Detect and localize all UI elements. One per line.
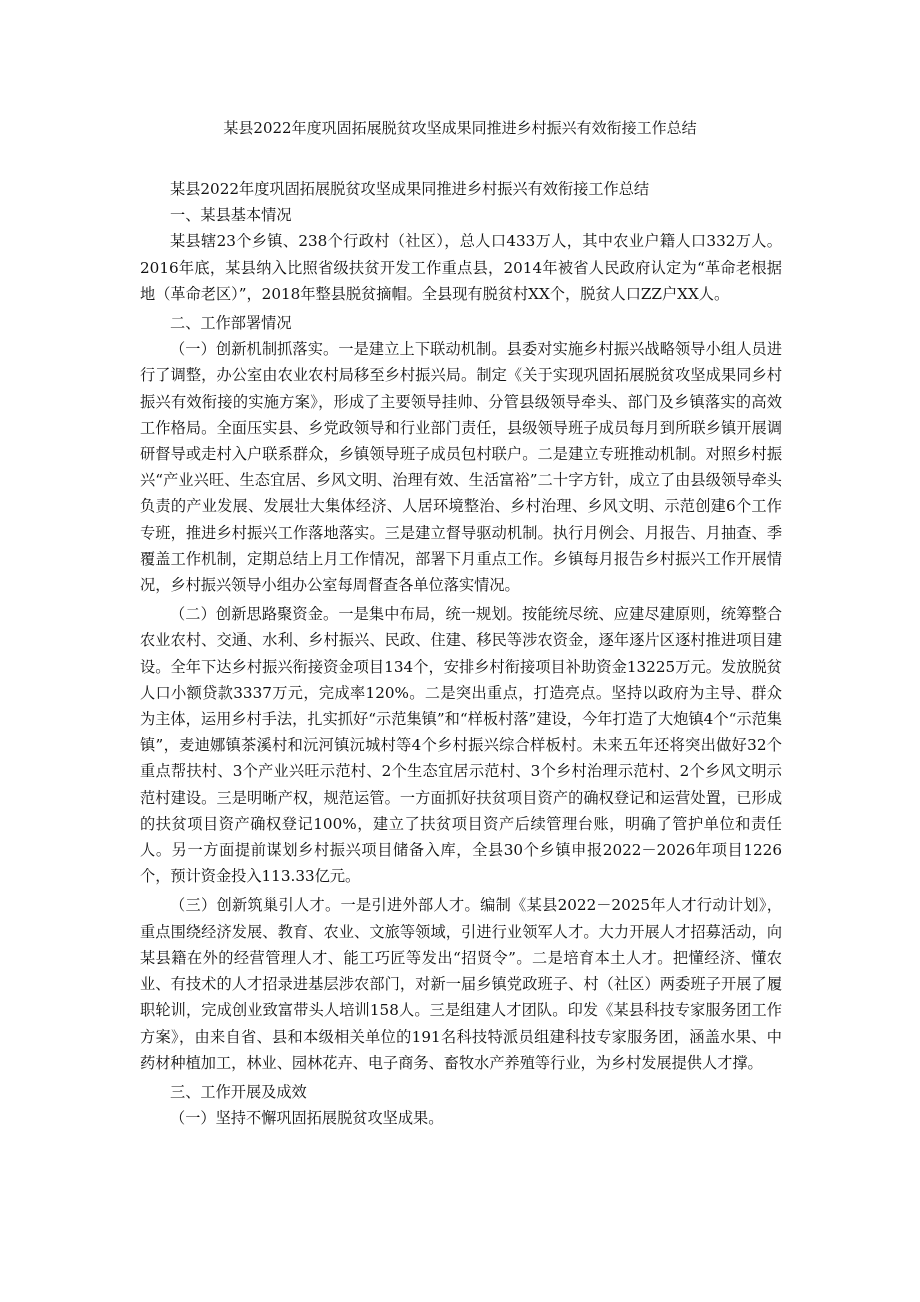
section-heading-3: 三、工作开展及成效 <box>170 1082 307 1101</box>
section-3-subheading-1: （一）坚持不懈巩固拓展脱贫攻坚成果。 <box>170 1109 444 1128</box>
section-2-paragraph-1: （一）创新机制抓落实。一是建立上下联动机制。县委对实施乡村振兴战略领导小组人员进行了调整，办公室由农业农村局移至乡村振兴局。制定《关于实现巩固拓展脱贫攻坚成果同乡村振兴有效衔接的实施方案》，形成了主要领导挂帅、分管县级领导牵头、部门及乡镇落实的高效工作格局。全面压实县、乡党政领导和行业部门责任，县级领导班子成员每月到所联乡镇开展调研督导或走村入户联系群众，乡镇领导班子成员包村联户。二是建立专班推动机制。对照乡村振兴“产业兴旺、生态宜居、乡风文明、治理有效、生活富裕”二十字方针，成立了由县级领导牵头负责的产业发展、发展壮大集体经济、人居环境整治、乡村治理、乡风文明、示范创建6个工作专班，推进乡村振兴工作落地落实。三是建立督导驱动机制。执行月例会、月报告、月抽查、季覆盖工作机制，定期总结上月工作情况，部署下月重点工作。乡镇每月报告乡村振兴工作开展情况，乡村振兴领导小组办公室每周督查各单位落实情况。 <box>140 340 782 595</box>
section-2-paragraph-3: （三）创新筑巢引人才。一是引进外部人才。编制《某县2022－2025年人才行动计划》，重点围绕经济发展、教育、农业、文旅等领域，引进行业领军人才。大力开展人才招募活动，向某县籍在外的经营管理人才、能工巧匠等发出“招贤令”。二是培育本土人才。把懂经济、懂农业、有技术的人才招录进基层涉农部门，对新一届乡镇党政班子、村（社区）两委班子开展了履职轮训，完成创业致富带头人培训158人。三是组建人才团队。印发《某县科技专家服务团工作方案》，由来自省、县和本级相关单位的191名科技特派员组建科技专家服务团，涵盖水果、中药材种植加工，林业、园林花卉、电子商务、畜牧水产养殖等行业，为乡村发展提供人才撑。 <box>140 896 782 1072</box>
document-repeat-title: 某县2022年度巩固拓展脱贫攻坚成果同推进乡村振兴有效衔接工作总结 <box>170 180 650 198</box>
section-2-paragraph-2: （二）创新思路聚资金。一是集中布局，统一规划。按能统尽统、应建尽建原则，统筹整合农业农村、交通、水利、乡村振兴、民政、住建、移民等涉农资金，逐年逐片区逐村推进项目建设。全年下达乡村振兴衔接资金项目134个，安排乡村衔接项目补助资金13225万元。发放脱贫人口小额贷款3337万元，完成率120%。二是突出重点，打造亮点。坚持以政府为主导、群众为主体，运用乡村手法，扎实抓好“示范集镇”和“样板村落”建设，今年打造了大炮镇4个“示范集镇”，麦迪娜镇茶溪村和沅河镇沅城村等4个乡村振兴综合样板村。未来五年还将突出做好32个重点帮扶村、3个产业兴旺示范村、2个生态宜居示范村、3个乡村治理示范村、2个乡风文明示范村建设。三是明晰产权，规范运管。一方面抓好扶贫项目资产的确权登记和运营处置，已形成的扶贫项目资产确权登记100%，建立了扶贫项目资产后续管理台账，明确了管护单位和责任人。另一方面提前谋划乡村振兴项目储备入库，全县30个乡镇申报2022－2026年项目1226个，预计资金投入113.33亿元。 <box>140 605 782 886</box>
section-heading-1: 一、某县基本情况 <box>170 206 292 225</box>
page-title: 某县2022年度巩固拓展脱贫攻坚成果同推进乡村振兴有效衔接工作总结 <box>223 119 697 137</box>
document-body <box>140 176 782 1131</box>
section-heading-2: 二、工作部署情况 <box>170 314 292 333</box>
section-1-paragraph: 某县辖23个乡镇、238个行政村（社区），总人口433万人，其中农业户籍人口332万人。2016年底，某县纳入比照省级扶贫开发工作重点县，2014年被省人民政府认定为“革命老根据地（革命老区）”，2018年整县脱贫摘帽。全县现有脱贫村XX个，脱贫人口ZZ户XX人。 <box>140 232 782 303</box>
